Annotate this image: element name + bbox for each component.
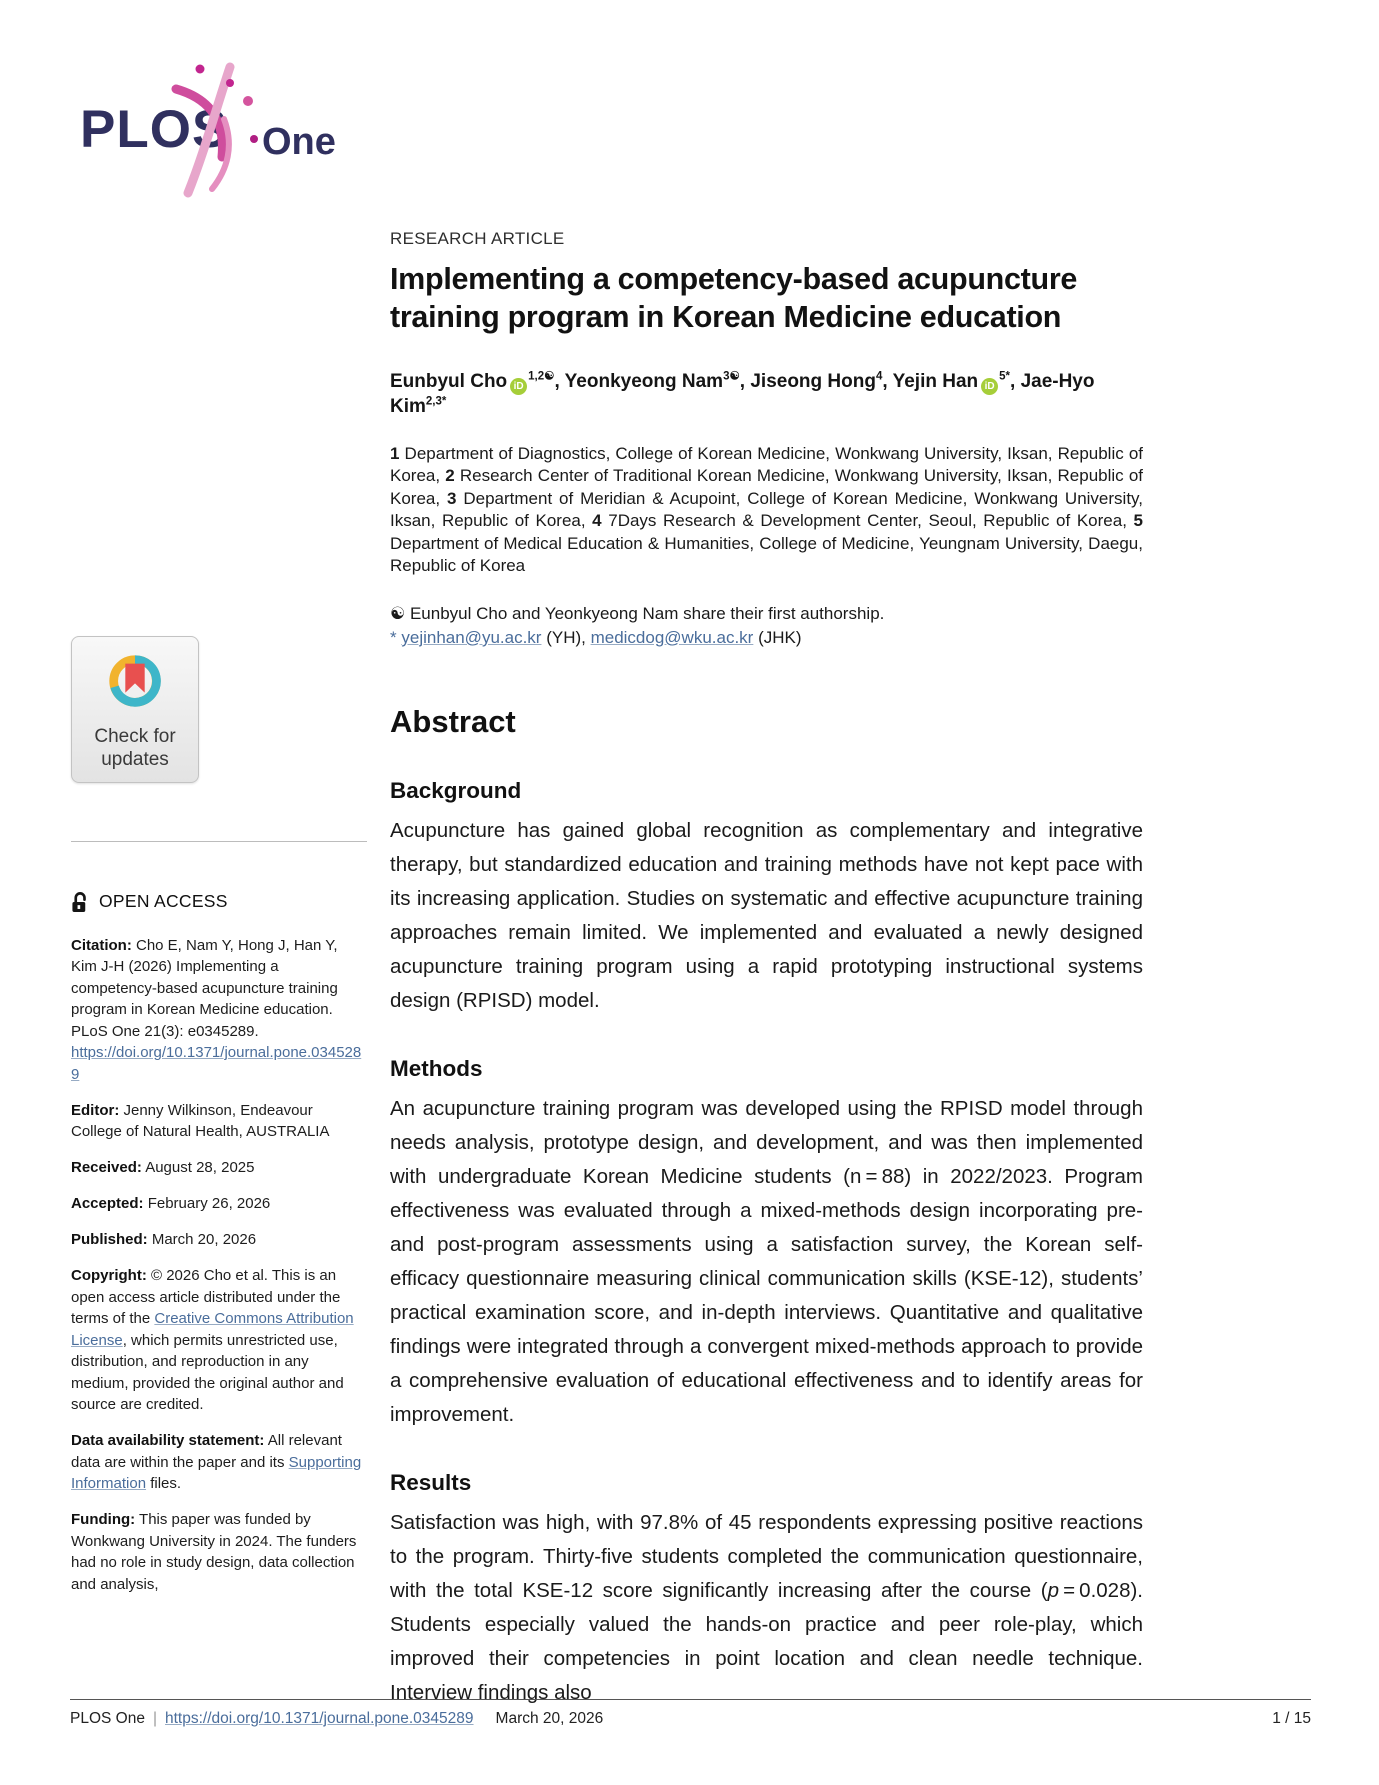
- editor-label: Editor:: [71, 1101, 120, 1119]
- corresponding-star: *: [390, 627, 397, 647]
- open-access-label: OPEN ACCESS: [99, 891, 228, 912]
- logo-plos-text: PLOS: [80, 100, 229, 159]
- crossmark-icon: [104, 650, 166, 712]
- check-updates-label-2: updates: [101, 748, 169, 770]
- footer-separator: |: [152, 1710, 157, 1727]
- email-link-yh[interactable]: yejinhan@yu.ac.kr: [401, 627, 542, 647]
- footer: [70, 1710, 1311, 1728]
- citation-text: Cho E, Nam Y, Hong J, Han Y, Kim J-H (2026) Implementing a competency-based acupuncture training program in Korean Medicine education. PLoS One 21(3): e0345289.: [71, 936, 338, 1040]
- affiliation: [592, 511, 1133, 530]
- published-block: [71, 1229, 367, 1251]
- copyright-text-2: , which permits unrestricted use, distribution, and reproduction in any medium, provided the original author and source are credited.: [71, 1331, 344, 1413]
- published-date: March 20, 2026: [147, 1231, 257, 1248]
- cc-license-link[interactable]: Creative Commons Attribution License: [71, 1310, 354, 1349]
- equal-contribution-note: [390, 604, 884, 623]
- footer-page-number: 1 / 15: [1272, 1710, 1311, 1727]
- copyright-label: Copyright:: [71, 1267, 147, 1284]
- equal-contribution-icon: ☯: [390, 603, 406, 623]
- main-content: [390, 229, 1143, 1710]
- affiliation-number: 2: [445, 466, 455, 486]
- author-name: Jae-Hyo Kim: [390, 371, 1095, 417]
- author-sep: ,: [554, 371, 565, 393]
- affiliation-text: Department of Diagnostics, College of Korean Medicine, Wonkwang University, Iksan, Republic of Korea,: [390, 443, 1143, 486]
- author-name: Eunbyul Cho: [390, 371, 508, 393]
- author: [893, 371, 1021, 392]
- data-availability-label: Data availability statement:: [71, 1432, 265, 1449]
- author-sep: ,: [882, 371, 893, 393]
- author-sep: ,: [739, 371, 751, 393]
- affiliation-number: 3: [446, 488, 457, 508]
- footer-doi-link[interactable]: https://doi.org/10.1371/journal.pone.0345289: [165, 1710, 474, 1727]
- author-sep: ,: [1010, 371, 1021, 393]
- author: [750, 371, 892, 392]
- open-lock-icon: [71, 891, 90, 914]
- affiliation-text: Department of Meridian & Acupoint, College of Korean Medicine, Wonkwang University, Iksan, Republic of Korea,: [390, 488, 1144, 531]
- article-title: Implementing a competency-based acupuncture training program in Korean Medicine education: [390, 262, 1078, 334]
- affiliation-number: 4: [592, 511, 602, 531]
- citation-label: Citation:: [71, 936, 132, 954]
- editor-block: [71, 1100, 367, 1143]
- citation-block: [71, 935, 367, 1086]
- open-access-row: [71, 891, 367, 914]
- methods-paragraph: An acupuncture training program was developed using the RPISD model through needs analysis, prototype design, and development, and was then implemented with undergraduate Korean Medicine students (n = 88) in 2022/2023. Program effectiveness was evaluated through a mixed-methods design incorporating pre- and post-program assessments using a satisfaction survey, the Korean self-efficacy questionnaire measuring clinical communication skills (KSE-12), students’ practical examination score, and in-depth interviews. Quantitative and qualitative findings were integrated through a convergent mixed-methods approach to provide a comprehensive evaluation of educational effectiveness and to identify areas for improvement.: [390, 1096, 1143, 1426]
- accepted-date: February 26, 2026: [143, 1195, 271, 1212]
- author-sup: 3☯: [723, 371, 740, 383]
- orcid-icon[interactable]: iD: [981, 378, 998, 395]
- author-sup: 5*: [999, 371, 1010, 383]
- sidebar: [71, 636, 367, 1610]
- sidebar-divider: [71, 841, 367, 842]
- correspondence-mid: (YH),: [541, 627, 591, 647]
- results-paragraph: [390, 1506, 1143, 1710]
- affiliation-number: 1: [390, 443, 400, 463]
- equal-contribution-text: Eunbyul Cho and Yeonkyeong Nam share their first authorship.: [405, 603, 885, 623]
- author-name: Jiseong Hong: [750, 371, 876, 393]
- copyright-block: [71, 1265, 367, 1416]
- authors-line: [390, 369, 1143, 418]
- plos-one-logo: [70, 55, 410, 200]
- funding-label: Funding:: [71, 1511, 136, 1528]
- copyright-text-1: © 2026 Cho et al. This is an open access article distributed under the terms of the: [71, 1267, 341, 1327]
- check-for-updates-button[interactable]: [71, 636, 199, 783]
- email-link-jhk[interactable]: medicdog@wku.ac.kr: [590, 627, 754, 647]
- accepted-label: Accepted:: [71, 1195, 144, 1212]
- correspondence-note: [390, 628, 802, 647]
- author-name: Yejin Han: [892, 371, 979, 393]
- data-availability-text-1: All relevant data are within the paper and its: [71, 1432, 342, 1471]
- author-name: Yeonkyeong Nam: [564, 371, 724, 393]
- footer-divider: [70, 1699, 1311, 1700]
- methods-heading: Methods: [390, 1055, 483, 1081]
- author: [390, 371, 565, 392]
- results-p-italic: p: [1047, 1578, 1059, 1602]
- author-sup: 2,3*: [425, 395, 447, 408]
- received-block: [71, 1157, 367, 1179]
- affiliation-number: 5: [1133, 511, 1143, 531]
- results-heading: Results: [390, 1469, 472, 1495]
- affiliation-text: Department of Medical Education & Humanities, College of Medicine, Yeungnam University, Daegu, Republic of Korea: [390, 533, 1143, 576]
- affiliation-text: 7Days Research & Development Center, Seoul, Republic of Korea,: [601, 511, 1134, 531]
- published-label: Published:: [71, 1231, 148, 1248]
- abstract-heading: Abstract: [390, 703, 516, 739]
- footer-date: March 20, 2026: [495, 1710, 604, 1727]
- accepted-block: [71, 1193, 367, 1215]
- footer-left: [70, 1710, 603, 1728]
- received-label: Received:: [71, 1159, 142, 1176]
- data-availability-block: [71, 1430, 367, 1495]
- check-updates-label-1: Check for: [94, 725, 176, 747]
- orcid-icon[interactable]: iD: [510, 378, 527, 395]
- background-paragraph: Acupuncture has gained global recognition as complementary and integrative therapy, but standardized education and training methods have not kept pace with its increasing application. Studies on systematic and effective acupuncture training approaches remain limited. We implemented and evaluated a newly designed acupuncture training program using a rapid prototyping instructional systems design (RPISD) model.: [390, 818, 1143, 1012]
- logo-one-text: One: [262, 121, 336, 163]
- citation-doi-link[interactable]: https://doi.org/10.1371/journal.pone.0345289: [71, 1044, 362, 1083]
- footer-journal-name: PLOS One: [70, 1710, 145, 1727]
- data-availability-text-2: files.: [146, 1475, 182, 1492]
- affiliations: [390, 443, 1143, 578]
- results-text-2: = 0.028). Students especially valued the hands-on practice and peer role-play, which improved their competencies in point location and clean needle technique. Interview findings also: [390, 1578, 1143, 1704]
- author-notes: [390, 602, 1143, 650]
- author: [565, 371, 751, 392]
- author-sup: 4: [875, 371, 883, 383]
- plos-brush-icon: [166, 57, 266, 199]
- funding-text: This paper was funded by Wonkwang University in 2024. The funders had no role in study design, data collection and analysis,: [71, 1511, 357, 1593]
- supporting-information-link[interactable]: Supporting Information: [71, 1453, 362, 1492]
- editor-text: Jenny Wilkinson, Endeavour College of Natural Health, AUSTRALIA: [71, 1101, 330, 1140]
- background-heading: Background: [390, 777, 522, 803]
- results-text-1: Satisfaction was high, with 97.8% of 45 respondents expressing positive reactions to the program. Thirty-five students completed the communication questionnaire, with the total KSE-12 score significantly increasing after the course (: [390, 1510, 1143, 1602]
- received-date: August 28, 2025: [141, 1159, 255, 1176]
- article-type-kicker: RESEARCH ARTICLE: [390, 229, 565, 248]
- funding-block: [71, 1509, 367, 1595]
- author-sup: 1,2☯: [528, 371, 555, 383]
- correspondence-end: (JHK): [753, 627, 802, 647]
- affiliation-text: Research Center of Traditional Korean Medicine, Wonkwang University, Iksan, Republic of Korea,: [390, 466, 1143, 508]
